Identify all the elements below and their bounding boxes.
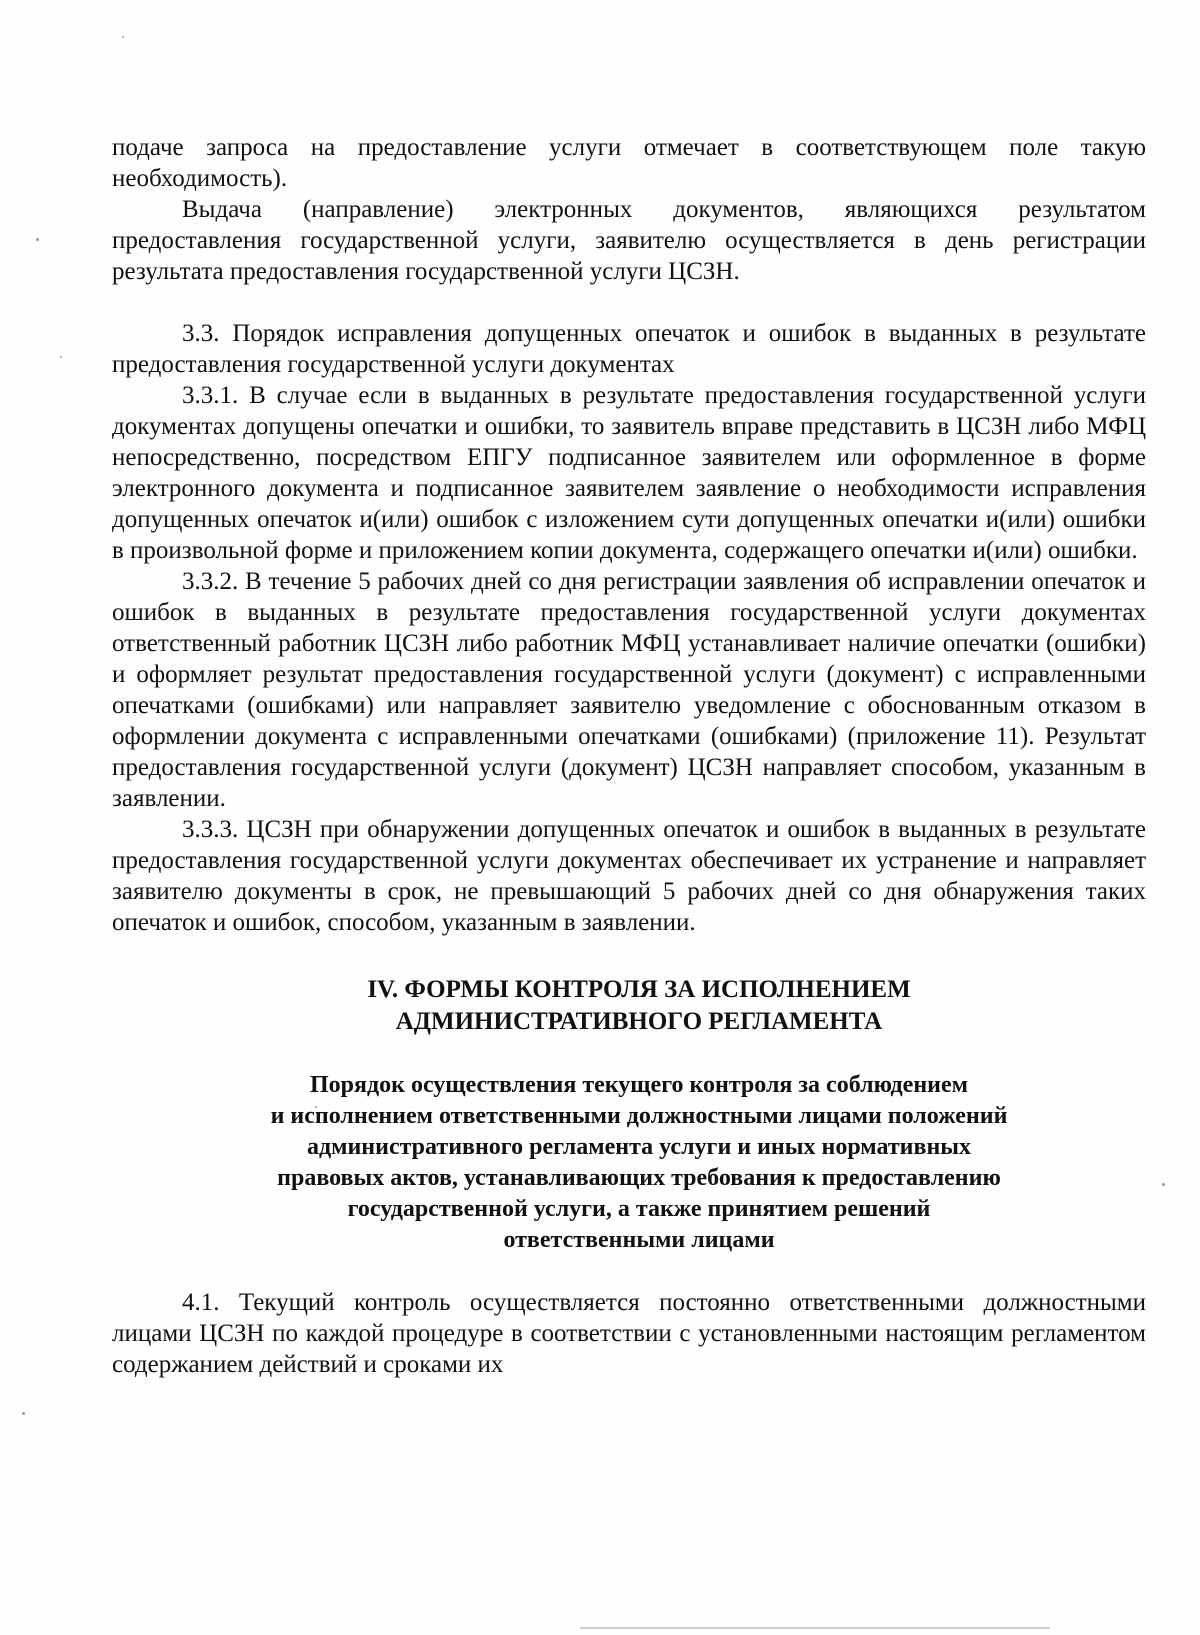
- document-body: [112, 132, 1146, 1380]
- current-control-subtitle: [112, 1070, 1146, 1256]
- intro-paragraph-end: подаче запроса на предоставление услуги отмечает в соответствующем поле такую необходимость).: [112, 134, 1146, 192]
- scan-speck: [36, 238, 39, 241]
- scan-speck: [22, 1412, 25, 1415]
- subtitle-line: ответственными лицами: [503, 1227, 775, 1253]
- issuance-paragraph: Выдача (направление) электронных документов, являющихся результатом предоставления государственной услуги, заявителю осуществляется в день регистрации результата предоставления государственной услуги ЦСЗН.: [112, 196, 1146, 285]
- item-3-3-2: 3.3.2. В течение 5 рабочих дней со дня регистрации заявления об исправлении опечаток и ошибок в выданных в результате предоставления государственной услуги документах ответственный работник ЦСЗН либо работник МФЦ устанавливает наличие опечатки (ошибки) и оформляет результат предоставления государственной услуги (документ) с исправленными опечатками (ошибками) или направляет заявителю уведомление с обоснованным отказом в оформлении документа с исправленными опечатками (ошибками) (приложение 11). Результат предоставления государственной услуги (документ) ЦСЗН направляет способом, указанным в заявлении.: [112, 568, 1146, 812]
- item-4-1: 4.1. Текущий контроль осуществляется постоянно ответственными должностными лицами ЦСЗН по каждой процедуре в соответствии с установленными настоящим регламентом содержанием действий и сроками их: [112, 1289, 1146, 1378]
- subtitle-line: Порядок осуществления текущего контроля за соблюдением: [310, 1072, 968, 1098]
- page-bottom-edge: [580, 1627, 1050, 1629]
- section-4-title-line: IV. ФОРМЫ КОНТРОЛЯ ЗА ИСПОЛНЕНИЕМ: [367, 976, 911, 1003]
- subtitle-line: правовых актов, устанавливающих требования к предоставлению: [277, 1165, 1001, 1191]
- section-4-title-line: АДМИНИСТРАТИВНОГО РЕГЛАМЕНТА: [395, 1008, 883, 1035]
- item-3-3-3: 3.3.3. ЦСЗН при обнаружении допущенных опечаток и ошибок в выданных в результате предоставления государственной услуги документах обеспечивает их устранение и направляет заявителю документы в срок, не превышающий 5 рабочих дней со дня обнаружения таких опечаток и ошибок, способом, указанным в заявлении.: [112, 816, 1146, 936]
- paragraph-gap: [112, 287, 1146, 318]
- item-3-3-1: 3.3.1. В случае если в выданных в результате предоставления государственной услуги документах допущены опечатки и ошибки, то заявитель вправе представить в ЦСЗН либо МФЦ непосредственно, посредством ЕПГУ подписанное заявителем или оформленное в форме электронного документа и подписанное заявителем заявление о необходимости исправления допущенных опечаток и(или) ошибок с изложением сути допущенных опечатки и(или) ошибки в произвольной форме и приложением копии документа, содержащего опечатки и(или) ошибки.: [112, 382, 1146, 564]
- subtitle-line: и исполнением ответственными должностными лицами положений: [270, 1103, 1008, 1129]
- subtitle-line: административного регламента услуги и иных нормативных: [306, 1134, 972, 1160]
- scan-speck: [60, 356, 62, 358]
- scan-speck: [122, 36, 124, 38]
- scan-speck: [1162, 1183, 1165, 1186]
- subtitle-line: государственной услуги, а также принятием решений: [347, 1196, 931, 1222]
- section-4-title: [112, 974, 1146, 1038]
- section-3-3-heading: 3.3. Порядок исправления допущенных опечаток и ошибок в выданных в результате предоставления государственной услуги документах: [112, 320, 1146, 378]
